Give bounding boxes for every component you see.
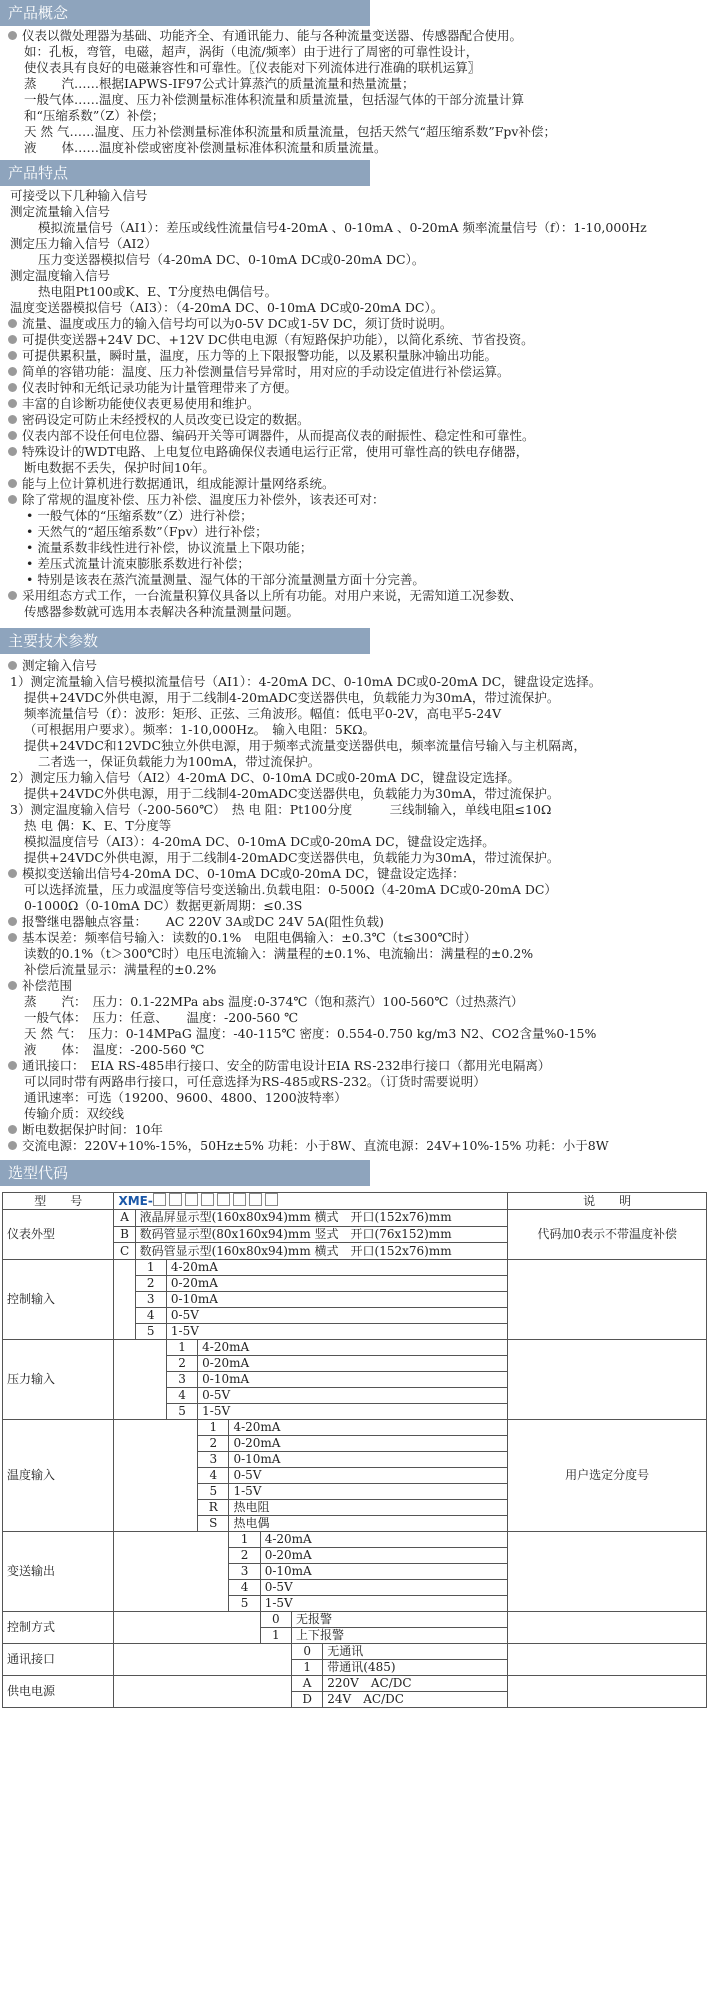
spec-text: 模拟变送输出信号4-20mA DC、0-10mA DC或0-20mA DC，键盘设定选择： — [22, 866, 465, 881]
code-cell: R — [198, 1500, 229, 1516]
code-cell: 4 — [135, 1308, 166, 1324]
code-cell: 4 — [166, 1388, 197, 1404]
bullet-dot-icon — [8, 495, 17, 504]
overview-text: 如：孔板，弯管，电磁，超声，涡街（电流/频率）由于进行了周密的可靠性设计， — [24, 44, 479, 59]
code-cell: 2 — [166, 1356, 197, 1372]
option-cell: 0-10mA — [229, 1452, 508, 1468]
code-cell: 2 — [135, 1276, 166, 1292]
code-cell: 0 — [292, 1644, 323, 1660]
code-box-icon — [233, 1193, 246, 1206]
spec-text: 读数的0.1%（t＞300℃时）电压电流输入：满量程的±0.1%、电流输出：满量程的±0.2% — [24, 946, 534, 961]
model-prefix: XME- — [118, 1194, 153, 1208]
option-cell: 0-5V — [260, 1580, 508, 1596]
spec-text: 基本误差：频率信号输入：读数的0.1% 电阻电偶输入：±0.3℃（t≤300℃时） — [22, 930, 477, 945]
bullet-dot-icon — [8, 383, 17, 392]
spec-text: 2）测定压力输入信号（AI2）4-20mA DC、0-10mA DC或0-20mA DC，键盘设定选择。 — [10, 770, 520, 785]
spec-text: 提供+24VDC外供电源，用于二线制4-20mADC变送器供电，负载能力为30mA，带过流保护。 — [24, 850, 560, 865]
spec-text: 二者选一，保证负载能力为100mA，带过流保护。 — [38, 754, 321, 769]
option-cell: 24V AC/DC — [323, 1692, 508, 1708]
bullet-dot-icon — [8, 933, 17, 942]
option-cell: 1-5V — [166, 1324, 507, 1340]
feature-text: 能与上位计算机进行数据通讯，组成能源计量网络系统。 — [22, 476, 335, 491]
spec-text: 报警继电器触点容量： AC 220V 3A或DC 24V 5A(阻性负载) — [22, 914, 384, 929]
spec-text: 补偿范围 — [22, 978, 73, 993]
col-type-header: 型 号 — [3, 1193, 114, 1210]
code-box-icon — [201, 1193, 214, 1206]
feature-text: 采用组态方式工作，一台流量积算仪具备以上所有功能。对用户来说，无需知道工况参数、 — [22, 588, 523, 603]
spec-text: 频率流量信号（f）：波形：矩形、正弦、三角波形。幅值：低电平0-2V，高电平5-24V — [24, 706, 502, 721]
overview-text: 天 然 气……温度、压力补偿测量标准体积流量和质量流量，包括天然气“超压缩系数”Fpv补偿； — [24, 124, 556, 139]
option-cell: 4-20mA — [166, 1260, 507, 1276]
feature-text: • 差压式流量计流束膨胀系数进行补偿； — [26, 556, 250, 571]
overview-text: 和“压缩系数”（Z）补偿； — [24, 108, 165, 123]
code-cell: B — [114, 1226, 135, 1243]
overview-section — [0, 26, 710, 160]
bullet-dot-icon — [8, 661, 17, 670]
bullet-dot-icon — [8, 31, 17, 40]
spec-text: 通讯速率：可选（19200、9600、4800、1200波特率） — [24, 1090, 347, 1105]
feature-text: 可接受以下几种输入信号 — [10, 188, 148, 203]
feature-text: 除了常规的温度补偿、压力补偿、温度压力补偿外，该表还可对： — [22, 492, 385, 507]
feature-text: • 流量系数非线性进行补偿，协议流量上下限功能； — [26, 540, 313, 555]
feature-text: 流量、温度或压力的输入信号均可以为0-5V DC或1-5V DC，须订货时说明。 — [22, 316, 453, 331]
bullet-dot-icon — [8, 431, 17, 440]
feature-text: 可提供变送器+24V DC、+12V DC供电电源（有短路保护功能），以简化系统、节省投资。 — [22, 332, 534, 347]
overview-text: 蒸 汽……根据IAPWS-IF97公式计算蒸汽的质量流量和热量流量； — [24, 76, 415, 91]
bullet-dot-icon — [8, 367, 17, 376]
bullet-dot-icon — [8, 319, 17, 328]
code-cell: D — [292, 1692, 323, 1708]
option-cell: 数码管显示型(80x160x94)mm 竖式 开口(76x152)mm — [135, 1226, 508, 1243]
bullet-dot-icon — [8, 335, 17, 344]
table-row — [3, 1420, 707, 1436]
bullet-dot-icon — [8, 415, 17, 424]
spec-text: 0-1000Ω（0-10mA DC）数据更新周期：≤0.3S — [24, 898, 303, 913]
bullet-dot-icon — [8, 1061, 17, 1070]
code-cell: 1 — [135, 1260, 166, 1276]
code-cell: 1 — [198, 1420, 229, 1436]
option-cell: 0-10mA — [166, 1292, 507, 1308]
code-cell: 5 — [198, 1484, 229, 1500]
table-row — [3, 1210, 707, 1227]
option-cell: 1-5V — [229, 1484, 508, 1500]
overview-text: 一般气体……温度、压力补偿测量标准体积流量和质量流量，包括湿气体的干部分流量计算 — [24, 92, 525, 107]
bullet-dot-icon — [8, 351, 17, 360]
bullet-dot-icon — [8, 447, 17, 456]
code-cell: 3 — [166, 1372, 197, 1388]
meter-type-label: 仪表外型 — [3, 1210, 114, 1260]
code-cell: S — [198, 1516, 229, 1532]
power-supply-label: 供电电源 — [3, 1676, 114, 1708]
table-row — [3, 1644, 707, 1660]
bullet-dot-icon — [8, 1125, 17, 1134]
option-cell: 0-20mA — [229, 1436, 508, 1452]
table-row — [3, 1260, 707, 1276]
code-cell: 3 — [198, 1452, 229, 1468]
code-cell: 2 — [198, 1436, 229, 1452]
spec-text: 传输介质：双绞线 — [24, 1106, 125, 1121]
features-header: 产品特点 — [0, 160, 370, 186]
code-cell: 4 — [229, 1580, 260, 1596]
spec-text: 液 体： 温度：-200-560 ℃ — [24, 1042, 205, 1057]
code-cell: 1 — [166, 1340, 197, 1356]
feature-text: 模拟流量信号（AI1）：差压或线性流量信号4-20mA 、0-10mA 、0-20mA 频率流量信号（f）：1-10,000Hz — [38, 220, 647, 235]
table-header-row — [3, 1193, 707, 1210]
feature-text: 传感器参数就可选用本表解决各种流量测量问题。 — [24, 604, 300, 619]
option-cell: 液晶屏显示型(160x80x94)mm 横式 开口(152x76)mm — [135, 1210, 508, 1227]
option-cell: 0-5V — [166, 1308, 507, 1324]
bullet-dot-icon — [8, 981, 17, 990]
spec-text: 断电数据保护时间：10年 — [22, 1122, 163, 1137]
comm-interface-label: 通讯接口 — [3, 1644, 114, 1676]
code-cell: 5 — [166, 1404, 197, 1420]
code-cell: 3 — [135, 1292, 166, 1308]
bullet-dot-icon — [8, 479, 17, 488]
code-cell: A — [292, 1676, 323, 1692]
bullet-dot-icon — [8, 399, 17, 408]
spec-text: 模拟温度信号（AI3）：4-20mA DC、0-10mA DC或0-20mA DC，键盘设定选择。 — [24, 834, 495, 849]
feature-text: 仪表内部不设任何电位器、编码开关等可调器件，从而提高仪表的耐振性、稳定性和可靠性。 — [22, 428, 535, 443]
spec-text: 提供+24VDC外供电源，用于二线制4-20mADC变送器供电，负载能力为30mA，带过流保护。 — [24, 690, 560, 705]
feature-text: 简单的容错功能：温度、压力补偿测量信号异常时，用对应的手动设定值进行补偿运算。 — [22, 364, 510, 379]
bullet-dot-icon — [8, 869, 17, 878]
features-section — [0, 186, 710, 624]
spec-text: 蒸 汽： 压力：0.1-22MPa abs 温度:0-374℃（饱和蒸汽）100-560℃（过热蒸汽） — [24, 994, 524, 1009]
option-cell: 0-20mA — [260, 1548, 508, 1564]
option-cell: 热电阻 — [229, 1500, 508, 1516]
code-cell: 1 — [260, 1628, 291, 1644]
spec-text: （可根据用户要求）。频率：1-10,000Hz。 输入电阻：5KΩ。 — [24, 722, 376, 737]
code-box-icon — [265, 1193, 278, 1206]
code-box-icon — [217, 1193, 230, 1206]
overview-text: 使仪表具有良好的电磁兼容性和可靠性。〖仪表能对下列流体进行准确的联机运算〗 — [24, 60, 481, 75]
feature-text: • 天然气的“超压缩系数”（Fpv）进行补偿； — [26, 524, 268, 539]
pressure-input-label: 压力输入 — [3, 1340, 114, 1420]
code-box-icon — [169, 1193, 182, 1206]
code-cell: 1 — [229, 1532, 260, 1548]
overview-text: 仪表以微处理器为基础、功能齐全、有通讯能力、能与各种流量变送器、传感器配合使用。 — [22, 28, 523, 43]
spec-text: 测定输入信号 — [22, 658, 98, 673]
spec-text: 天 然 气： 压力：0-14MPaG 温度：-40-115℃ 密度：0.554-0.750 kg/m3 N2、CO2含量%0-15% — [24, 1026, 597, 1041]
feature-text: 热电阻Pt100或K、E、T分度热电偶信号。 — [38, 284, 278, 299]
spec-text: 交流电源：220V+10%-15%，50Hz±5% 功耗：小于8W、直流电源：24V+10%-15% 功耗：小于8W — [22, 1138, 609, 1153]
spec-text: 可以同时带有两路串行接口，可任意选择为RS-485或RS-232。（订货时需要说明） — [24, 1074, 486, 1089]
option-cell: 上下报警 — [292, 1628, 508, 1644]
meter-type-note: 代码加0表示不带温度补偿 — [508, 1210, 707, 1260]
code-cell: 1 — [292, 1660, 323, 1676]
table-row — [3, 1676, 707, 1692]
feature-text: • 一般气体的“压缩系数”（Z）进行补偿； — [26, 508, 253, 523]
option-cell: 1-5V — [260, 1596, 508, 1612]
bullet-dot-icon — [8, 1141, 17, 1150]
spec-text: 3）测定温度输入信号（-200-560℃） 热 电 阻：Pt100分度 三线制输入，单线电阻≤10Ω — [10, 802, 552, 817]
spec-text: 补偿后流量显示：满量程的±0.2% — [24, 962, 217, 977]
feature-text: 断电数据不丢失，保护时间10年。 — [24, 460, 215, 475]
code-cell: 0 — [260, 1612, 291, 1628]
option-cell: 热电偶 — [229, 1516, 508, 1532]
feature-text: 压力变送器模拟信号（4-20mA DC、0-10mA DC或0-20mA DC）。 — [38, 252, 425, 267]
feature-text: 测定温度输入信号 — [10, 268, 111, 283]
control-mode-label: 控制方式 — [3, 1612, 114, 1644]
feature-text: 测定流量输入信号 — [10, 204, 111, 219]
code-cell: 5 — [135, 1324, 166, 1340]
feature-text: 温度变送器模拟信号（AI3）：（4-20mA DC、0-10mA DC或0-20mA DC）。 — [10, 300, 444, 315]
spec-text: 提供+24VDC和12VDC独立外供电源，用于频率式流量变送器供电，频率流量信号输入与主机隔离， — [24, 738, 587, 753]
option-cell: 4-20mA — [260, 1532, 508, 1548]
selection-header: 选型代码 — [0, 1160, 370, 1186]
code-box-icon — [249, 1193, 262, 1206]
spec-text: 通讯接口： EIA RS-485串行接口、安全的防雷电设计EIA RS-232串行接口（都用光电隔离） — [22, 1058, 551, 1073]
option-cell: 0-10mA — [260, 1564, 508, 1580]
control-input-label: 控制输入 — [3, 1260, 114, 1340]
option-cell: 0-5V — [229, 1468, 508, 1484]
feature-text: 可提供累积量，瞬时量，温度，压力等的上下限报警功能，以及累积量脉冲输出功能。 — [22, 348, 498, 363]
bullet-dot-icon — [8, 591, 17, 600]
table-row — [3, 1612, 707, 1628]
feature-text: 密码设定可防止未经授权的人员改变已设定的数据。 — [22, 412, 310, 427]
code-box-icon — [185, 1193, 198, 1206]
overview-text: 液 体……温度补偿或密度补偿测量标准体积流量和质量流量。 — [24, 140, 387, 155]
option-cell: 无报警 — [292, 1612, 508, 1628]
transmit-output-label: 变送输出 — [3, 1532, 114, 1612]
spec-text: 可以选择流量，压力或温度等信号变送输出.负载电阻：0-500Ω（4-20mA DC或0-20mA DC） — [24, 882, 557, 897]
feature-text: • 特别是该表在蒸汽流量测量、湿气体的干部分流量测量方面十分完善。 — [26, 572, 425, 587]
option-cell: 4-20mA — [229, 1420, 508, 1436]
col-desc-header: 说 明 — [508, 1193, 707, 1210]
code-cell: 2 — [229, 1548, 260, 1564]
spec-text: 一般气体： 压力：任意、 温度：-200-560 ℃ — [24, 1010, 299, 1025]
bullet-dot-icon — [8, 917, 17, 926]
feature-text: 仪表时钟和无纸记录功能为计量管理带来了方便。 — [22, 380, 298, 395]
option-cell: 1-5V — [198, 1404, 508, 1420]
feature-text: 测定压力输入信号（AI2） — [10, 236, 157, 251]
table-row — [3, 1340, 707, 1356]
temperature-input-label: 温度输入 — [3, 1420, 114, 1532]
feature-text: 特殊设计的WDT电路、上电复位电路确保仪表通电运行正常，使用可靠性高的铁电存储器， — [22, 444, 529, 459]
option-cell: 4-20mA — [198, 1340, 508, 1356]
option-cell: 0-5V — [198, 1388, 508, 1404]
code-cell: A — [114, 1210, 135, 1227]
code-box-icon — [153, 1193, 166, 1206]
option-cell: 220V AC/DC — [323, 1676, 508, 1692]
option-cell: 带通讯(485) — [323, 1660, 508, 1676]
option-cell: 0-10mA — [198, 1372, 508, 1388]
code-cell: 3 — [229, 1564, 260, 1580]
selection-table — [2, 1192, 707, 1708]
specs-header: 主要技术参数 — [0, 628, 370, 654]
option-cell: 0-20mA — [198, 1356, 508, 1372]
option-cell: 数码管显示型(160x80x94)mm 横式 开口(152x76)mm — [135, 1243, 508, 1260]
code-cell: 4 — [198, 1468, 229, 1484]
option-cell: 无通讯 — [323, 1644, 508, 1660]
spec-text: 1）测定流量输入信号模拟流量信号（AI1）：4-20mA DC、0-10mA DC或0-20mA DC，键盘设定选择。 — [10, 674, 602, 689]
code-cell: C — [114, 1243, 135, 1260]
spec-text: 热 电 偶：K、E、T分度等 — [24, 818, 172, 833]
spec-text: 提供+24VDC外供电源，用于二线制4-20mADC变送器供电，负载能力为30mA，带过流保护。 — [24, 786, 560, 801]
code-cell: 5 — [229, 1596, 260, 1612]
option-cell: 0-20mA — [166, 1276, 507, 1292]
overview-header: 产品概念 — [0, 0, 370, 26]
table-row — [3, 1532, 707, 1548]
feature-text: 丰富的自诊断功能使仪表更易使用和维护。 — [22, 396, 260, 411]
temperature-note: 用户选定分度号 — [508, 1420, 707, 1532]
specs-section — [0, 654, 710, 1158]
